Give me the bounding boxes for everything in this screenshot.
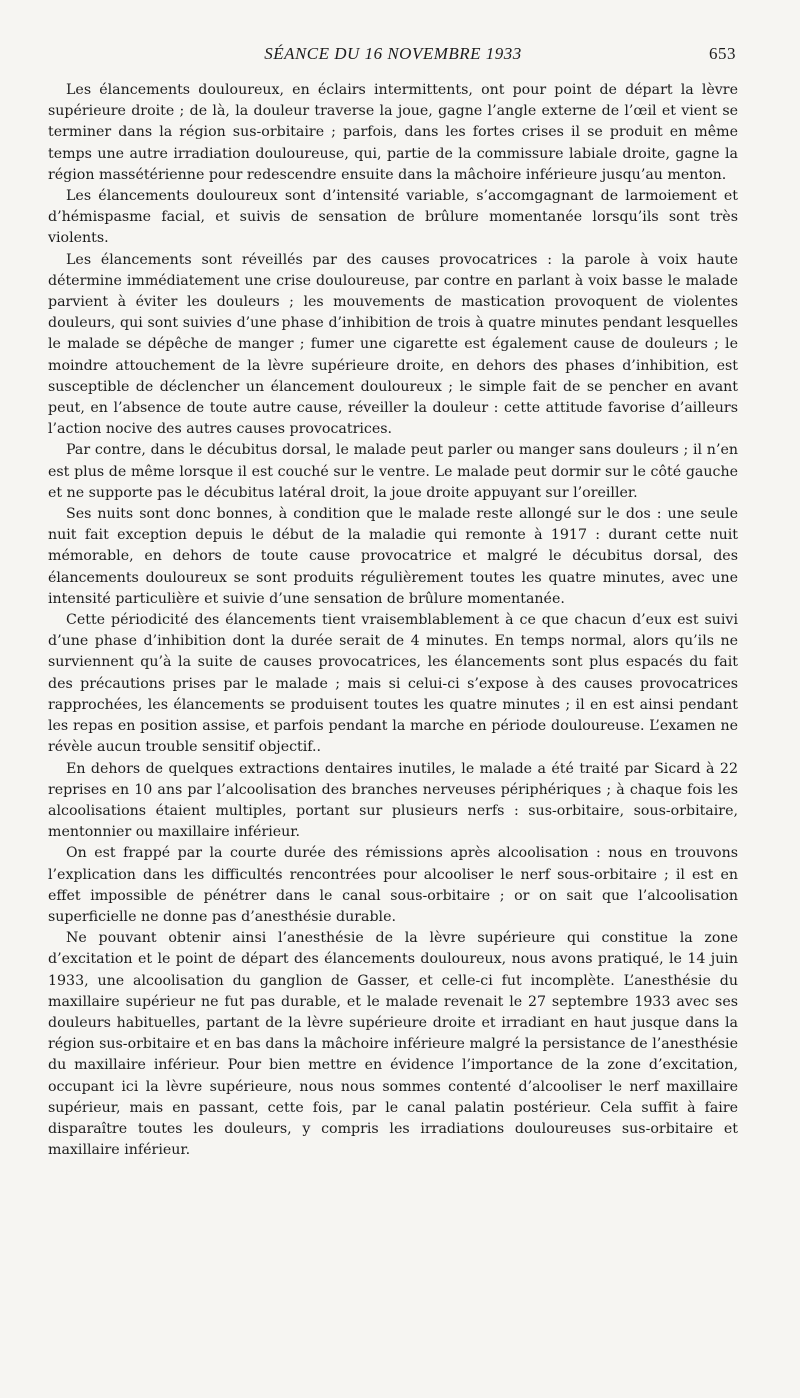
paragraph: Les élancements douloureux sont d’intensité variable, s’accomgagnant de larmoiement et d’hémispasme facial, et suivis de sensation de brûlure momentanée lorsqu’ils sont très violents.: [48, 188, 738, 247]
paragraph: Ses nuits sont donc bonnes, à condition que le malade reste allongé sur le dos : une seule nuit fait exception depuis le début de la maladie qui remonte à 1917 : durant cette nuit mémorable, en dehors de toute cause provocatrice et malgré le décubitus dorsal, des élancements douloureux se sont produits régulièrement toutes les quatre minutes, avec une intensité particulière et suivie d’une sensation de brûlure momentanée.: [48, 506, 738, 607]
body-text: [48, 80, 738, 1161]
paragraph: Les élancements sont réveillés par des causes provocatrices : la parole à voix haute détermine immédiatement une crise douloureuse, par contre en parlant à voix basse le malade parvient à éviter les douleurs ; les mouvements de mastication provoquent de violentes douleurs, qui sont suivies d’une phase d’inhibition de trois à quatre minutes pendant lesquelles le malade se dépêche de manger ; fumer une cigarette est également cause de douleurs ; le moindre attouchement de la lèvre supérieure droite, en dehors des phases d’inhibition, est susceptible de déclencher un élancement douloureux ; le simple fait de se pencher en avant peut, en l’absence de toute autre cause, réveiller la douleur : cette attitude favorise d’ailleurs l’action nocive des autres causes provocatrices.: [48, 251, 738, 438]
paragraph: On est frappé par la courte durée des rémissions après alcoolisation : nous en trouvons l’explication dans les difficultés rencontrées pour alcooliser le nerf sous-orbitaire ; il est en effet impossible de pénétrer dans le canal sous-orbitaire ; or on sait que l’alcoolisation superficielle ne donne pas d’anesthésie durable.: [48, 845, 738, 925]
paragraph: En dehors de quelques extractions dentaires inutiles, le malade a été traité par Sicard à 22 reprises en 10 ans par l’alcoolisation des branches nerveuses périphériques ; à chaque fois les alcoolisations étaient multiples, portant sur plusieurs nerfs : sus-orbitaire, sous-orbitaire, mentonnier ou maxillaire inférieur.: [48, 760, 738, 841]
page-number: 653: [709, 44, 736, 63]
paragraph: Ne pouvant obtenir ainsi l’anesthésie de la lèvre supérieure qui constitue la zone d’excitation et le point de départ des élancements douloureux, nous avons pratiqué, le 14 juin 1933, une alcoolisation du ganglion de Gasser, et celle-ci fut incomplète. L’anesthésie du maxillaire supérieur ne fut pas durable, et le malade revenait le 27 septembre 1933 avec ses douleurs habituelles, partant de la lèvre supérieure droite et irradiant en haut jusque dans la région sus-orbitaire et en bas dans la mâchoire inférieure malgré la persistance de l’anesthésie du maxillaire inférieur. Pour bien mettre en évidence l’importance de la zone d’excitation, occupant ici la lèvre supérieure, nous nous sommes contenté d’alcooliser le nerf maxillaire supérieur, mais en passant, cette fois, par le canal palatin postérieur. Cela suffit à faire disparaître toutes les douleurs, y compris les irradiations douloureuses sus-orbitaire et maxillaire inférieur.: [48, 930, 738, 1159]
paragraph: Cette périodicité des élancements tient vraisemblablement à ce que chacun d’eux est suivi d’une phase d’inhibition dont la durée serait de 4 minutes. En temps normal, alors qu’ils ne surviennent qu’à la suite de causes provocatrices, les élancements sont plus espacés du fait des précautions prises par le malade ; mais si celui-ci s’expose à des causes provocatrices rapprochées, les élancements se produisent toutes les quatre minutes ; il en est ainsi pendant les repas en position assise, et parfois pendant la marche en période douloureuse. L’examen ne révèle aucun trouble sensitif objectif..: [48, 612, 738, 756]
running-title: SÉANCE DU 16 NOVEMBRE 1933: [264, 44, 522, 63]
paragraph: Par contre, dans le décubitus dorsal, le malade peut parler ou manger sans douleurs ; il n’en est plus de même lorsque il est couché sur le ventre. Le malade peut dormir sur le côté gauche et ne supporte pas le décubitus latéral droit, la joue droite appuyant sur l’oreiller.: [48, 442, 738, 501]
paragraph: Les élancements douloureux, en éclairs intermittents, ont pour point de départ la lèvre supérieure droite ; de là, la douleur traverse la joue, gagne l’angle externe de l’œil et vient se terminer dans la région sus-orbitaire ; parfois, dans les fortes crises il se produit en même temps une autre irradiation douloureuse, qui, partie de la commissure labiale droite, gagne la région massétérienne pour redescendre ensuite dans la mâchoire inférieure jusqu’au menton.: [48, 82, 738, 183]
running-header: [48, 44, 738, 68]
document-page: [48, 44, 738, 1161]
